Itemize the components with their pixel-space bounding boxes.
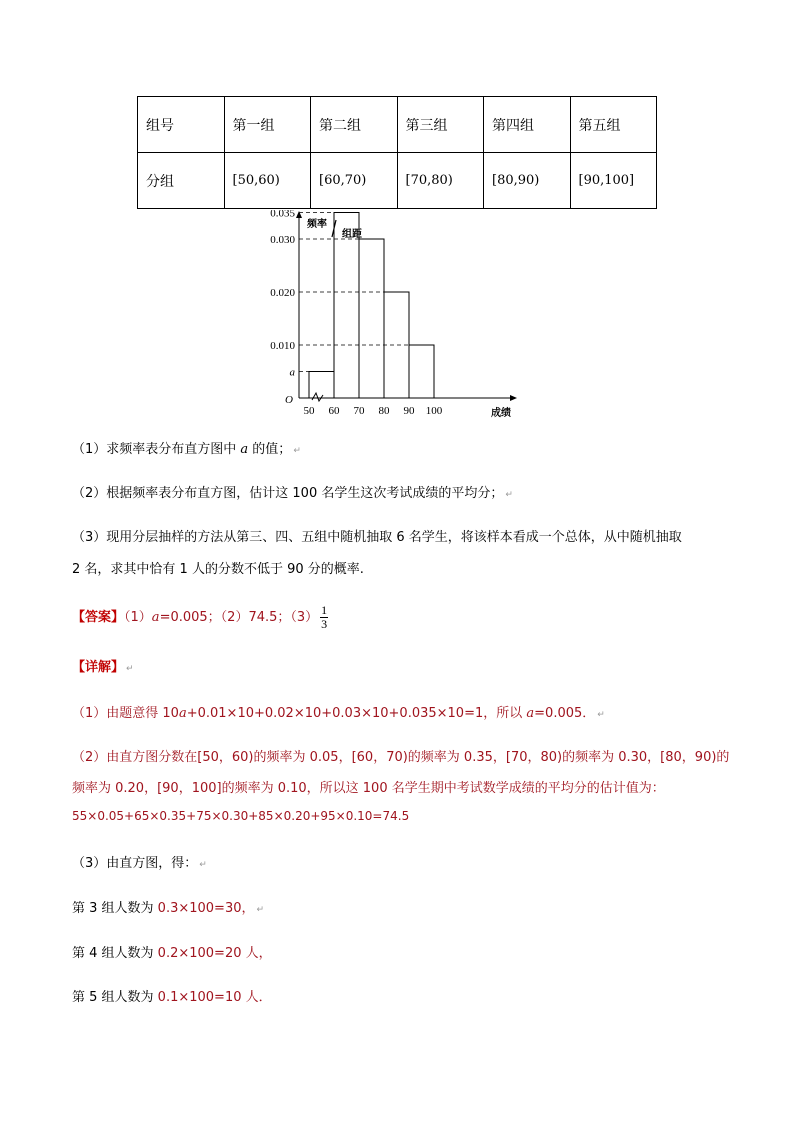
detail-text: （1）由题意得 10 [72, 706, 179, 721]
y-tick-label: 0.010 [270, 340, 295, 352]
detail-text: （3）由直方图，得： [72, 856, 198, 871]
fraction-denominator: 3 [321, 617, 328, 631]
table-cell: 第二组 [311, 97, 398, 153]
detail-text: 第 4 组人数为 [72, 946, 158, 961]
table-cell: [70,80) [397, 153, 484, 209]
y-axis-arrow [296, 211, 302, 218]
detail-heading [72, 656, 134, 675]
y-tick-label: 0.035 [270, 210, 295, 220]
detail-3-group-5 [72, 986, 272, 1005]
detail-3-heading [72, 852, 207, 871]
detail-text: +0.01×10+0.02×10+0.03×10+0.035×10=1，所以 [186, 706, 527, 721]
table-cell: [50,60) [224, 153, 311, 209]
histogram-bar [359, 239, 384, 398]
table-row [138, 153, 657, 209]
question-1 [72, 438, 301, 457]
detail-value: 0.3×100=30， [157, 901, 255, 916]
x-tick-label: 70 [353, 405, 365, 417]
detail-value: 0.1×100=10 人． [157, 990, 272, 1005]
table-cell: [90,100] [570, 153, 657, 209]
detail-text: 第 5 组人数为 [72, 990, 158, 1005]
table-cell: 第一组 [224, 97, 311, 153]
question-text: 2 名，求其中恰有 1 人的分数不低于 90 分的概率. [72, 562, 364, 577]
x-axis-arrow [510, 395, 517, 401]
paragraph-mark: ↵ [505, 490, 513, 500]
detail-text: （2）由直方图分数在[50，60)的频率为 0.05，[60，70)的频率为 0.35，[70，80)的频率为 0.30，[80，90)的 [72, 750, 730, 765]
histogram-bar [409, 345, 434, 398]
question-text: （3）现用分层抽样的方法从第三、四、五组中随机抽取 6 名学生，将该样本看成一个总体，从中随机抽取 [72, 530, 682, 545]
fraction-numerator: 1 [321, 603, 328, 617]
detail-label: 【详解】 [72, 660, 125, 675]
x-tick-label: 80 [378, 405, 390, 417]
table-row [138, 97, 657, 153]
detail-2-line-3 [72, 809, 409, 823]
table-cell: 组号 [138, 97, 225, 153]
detail-formula: 55×0.05+65×0.35+75×0.30+85×0.20+95×0.10=74.5 [72, 809, 410, 823]
question-text: 的值； [248, 442, 292, 457]
detail-1 [72, 702, 605, 721]
y-tick-label: a [289, 366, 295, 379]
detail-text: 第 3 组人数为 [72, 901, 158, 916]
paragraph-mark: ↵ [293, 446, 301, 456]
question-text: （2）根据频率表分布直方图，估计这 100 名学生这次考试成绩的平均分； [72, 486, 504, 501]
detail-3-group-4 [72, 942, 272, 961]
axis-break-mark [312, 393, 323, 401]
histogram-bar [334, 213, 359, 399]
variable-a: a [151, 610, 160, 625]
histogram-bar [309, 372, 334, 399]
table-cell: 第四组 [484, 97, 571, 153]
y-tick-label: 0.020 [270, 287, 295, 299]
table-cell: 分组 [138, 153, 225, 209]
answer-text: =0.005；（2）74.5；（3） [159, 610, 319, 625]
table-cell: 第五组 [570, 97, 657, 153]
y-axis-label-bottom: 组距 [342, 229, 362, 240]
question-2 [72, 482, 513, 501]
x-tick-label: 50 [303, 405, 315, 417]
question-3-line-2 [72, 558, 364, 577]
answer-line [72, 604, 328, 631]
x-tick-label: 60 [328, 405, 340, 417]
detail-text: =0.005． [534, 706, 596, 721]
paragraph-mark: ↵ [256, 905, 265, 915]
paragraph-mark: ↵ [199, 860, 207, 870]
origin-label: O [285, 394, 293, 406]
detail-2-line-2 [72, 777, 665, 796]
variable-a: a [240, 442, 249, 457]
detail-value: 0.2×100=20 人， [157, 946, 272, 961]
group-table [137, 96, 657, 209]
x-tick-label: 90 [403, 405, 415, 417]
frequency-histogram [255, 210, 545, 420]
table-cell: [60,70) [311, 153, 398, 209]
table-cell: [80,90) [484, 153, 571, 209]
paragraph-mark: ↵ [126, 664, 134, 674]
x-tick-label: 100 [425, 405, 443, 417]
variable-a: a [526, 706, 535, 721]
table-cell: 第三组 [397, 97, 484, 153]
x-axis-label: 成绩 [491, 408, 511, 419]
y-tick-label: 0.030 [270, 234, 295, 246]
question-3-line-1 [72, 526, 682, 545]
fraction [320, 604, 328, 631]
variable-a: a [178, 706, 187, 721]
answer-text: （1） [124, 610, 152, 625]
question-text: （1）求频率表分布直方图中 [72, 442, 241, 457]
detail-2-line-1 [72, 746, 729, 765]
paragraph-mark: ↵ [597, 710, 605, 720]
y-axis-label-top: 频率 [307, 219, 327, 230]
detail-3-group-3 [72, 897, 264, 916]
detail-text: 频率为 0.20，[90，100]的频率为 0.10，所以这 100 名学生期中考试数学成绩的平均分的估计值为： [72, 781, 665, 796]
answer-label: 【答案】 [72, 610, 125, 625]
